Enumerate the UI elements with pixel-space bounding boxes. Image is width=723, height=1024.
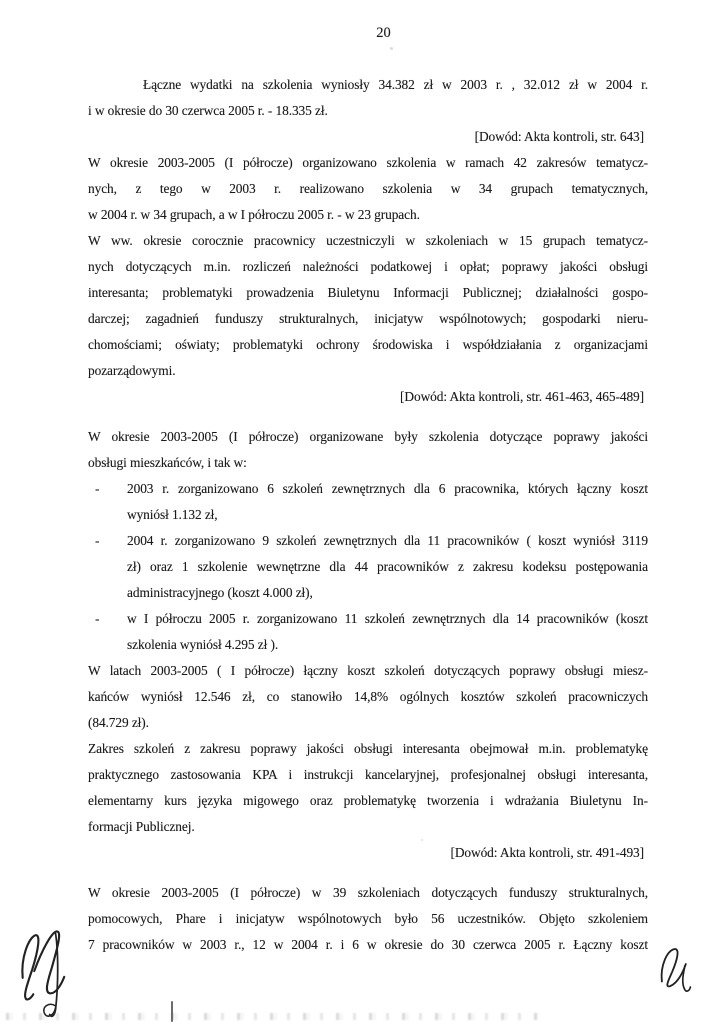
evidence-reference-2: [Dowód: Akta kontroli, str. 461-463, 465-489]	[400, 389, 644, 404]
text-line: administracyjnego (koszt 4.000 zł),	[127, 585, 313, 600]
text-line: W latach 2003-2005 ( I półrocze) łączny koszt szkoleń dotyczących poprawy obsługi miesz-	[88, 663, 648, 678]
text-line: w I półroczu 2005 r. zorganizowano 11 szkoleń zewnętrznych dla 14 pracowników (koszt	[127, 611, 648, 626]
text-line: chomościami; oświaty; problematyki ochrony środowiska i współdziałania z organizacjami	[88, 337, 648, 352]
evidence-reference-1: [Dowód: Akta kontroli, str. 643]	[474, 129, 644, 144]
cut-off-text-smudge	[6, 1013, 538, 1020]
text-line: kańców wyniósł 12.546 zł, co stanowiło 14,8% ogólnych kosztów szkoleń pracowniczych	[88, 689, 648, 704]
page-number: 20	[376, 25, 391, 41]
text-line: 2004 r. zorganizowano 9 szkoleń zewnętrznych dla 11 pracowników ( koszt wyniósł 3119	[127, 533, 648, 548]
paragraph-total-cost	[88, 658, 648, 736]
paragraph-structural-funds	[88, 880, 648, 958]
text-line: W ww. okresie corocznie pracownicy uczestniczyli w szkoleniach w 15 grupach tematycz-	[88, 233, 648, 248]
text-line: obsługi mieszkańców, i tak w:	[88, 455, 247, 470]
text-line: szkolenia wyniósł 4.295 zł ).	[127, 637, 279, 652]
handwritten-signature-right-icon	[649, 944, 695, 996]
paragraph-training-scope	[88, 736, 648, 840]
paragraph-training-expenses	[88, 72, 648, 124]
text-line: Łączne wydatki na szkolenia wyniosły 34.382 zł w 2003 r. , 32.012 zł w 2004 r.	[143, 77, 648, 92]
evidence-reference-3: [Dowód: Akta kontroli, str. 491-493]	[450, 845, 644, 860]
text-line: w 2004 r. w 34 grupach, a w I półroczu 2005 r. - w 23 grupach.	[88, 207, 420, 222]
list-item-2005	[88, 606, 648, 658]
text-line: nych, z tego w 2003 r. realizowano szkolenia w 34 grupach tematycznych,	[88, 181, 648, 196]
text-line: 2003 r. zorganizowano 6 szkoleń zewnętrznych dla 6 pracownika, których łączny koszt	[127, 481, 648, 496]
text-line: formacji Publicznej.	[88, 819, 195, 834]
text-line: W okresie 2003-2005 (I półrocze) organizowane były szkolenia dotyczące poprawy jakości	[88, 429, 648, 444]
paragraph-thematic-groups	[88, 228, 648, 384]
paragraph-service-quality	[88, 424, 648, 476]
text-line: Zakres szkoleń z zakresu poprawy jakości obsługi interesanta obejmował m.in. problematykę	[88, 741, 648, 756]
text-line: praktycznego zastosowania KPA i instrukcji kancelaryjnej, profesjonalnej obsługi interesanta,	[88, 767, 648, 782]
text-line: i w okresie do 30 czerwca 2005 r. - 18.335 zł.	[88, 103, 328, 118]
text-line: 7 pracowników w 2003 r., 12 w 2004 r. i 6 w okresie do 30 czerwca 2005 r. Łączny koszt	[88, 937, 648, 952]
list-item-2003	[88, 476, 648, 528]
bullet-dash: -	[95, 481, 100, 496]
text-line: pozarządowymi.	[88, 363, 176, 378]
bullet-dash: -	[95, 611, 100, 626]
handwritten-signature-left-icon	[13, 924, 71, 1022]
text-line: interesanta; problematyki prowadzenia Biuletynu Informacji Publicznej; działalności gospo-	[88, 285, 648, 300]
text-line: W okresie 2003-2005 (I półrocze) w 39 szkoleniach dotyczących funduszy strukturalnych,	[88, 885, 648, 900]
list-item-2004	[88, 528, 648, 606]
text-line: elementarny kurs języka migowego oraz problematykę tworzenia i wdrażania Biuletynu In-	[88, 793, 648, 808]
text-line: zł) oraz 1 szkolenie wewnętrzne dla 44 pracowników z zakresu kodeksu postępowania	[127, 559, 648, 574]
document-body	[88, 72, 648, 958]
bullet-dash: -	[95, 533, 100, 548]
text-line: (84.729 zł).	[88, 715, 149, 730]
scan-speck	[390, 47, 393, 50]
text-line: pomocowych, Phare i inicjatyw wspólnotowych było 56 uczestników. Objęto szkoleniem	[88, 911, 648, 926]
scan-speck	[421, 839, 423, 841]
text-line: wyniósł 1.132 zł,	[127, 507, 218, 522]
text-line: darczej; zagadnień funduszy strukturalnych, inicjatyw wspólnotowych; gospodarki nieru-	[88, 311, 648, 326]
text-line: nych dotyczących m.in. rozliczeń należności podatkowej i opłat; poprawy jakości obsługi	[88, 259, 648, 274]
text-line: W okresie 2003-2005 (I półrocze) organizowano szkolenia w ramach 42 zakresów tematycz-	[88, 155, 648, 170]
paragraph-thematic-scopes	[88, 150, 648, 228]
